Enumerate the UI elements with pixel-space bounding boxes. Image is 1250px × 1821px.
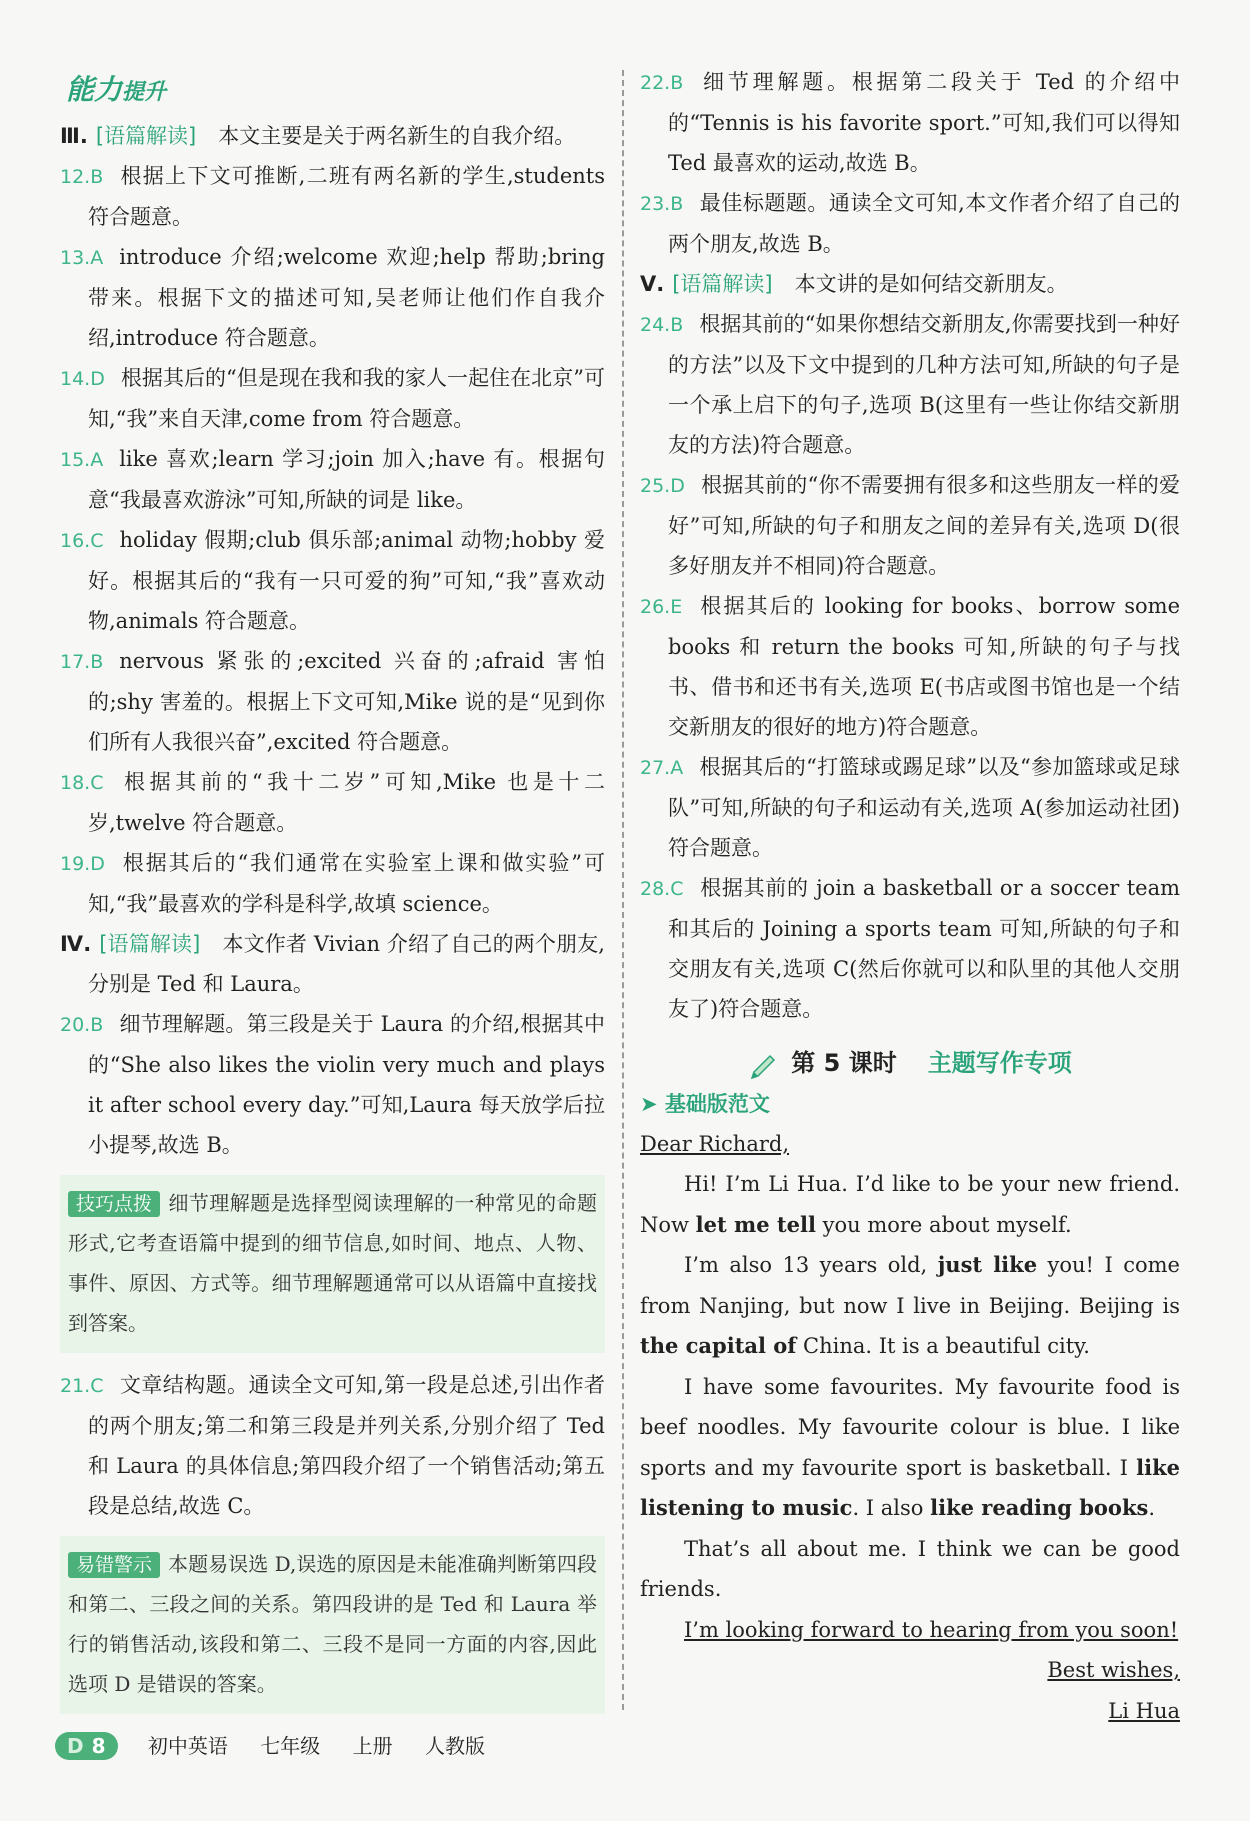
letter-paragraph: I’m also 13 years old, just like you! I come from Nanjing, but now I live in Beijing. Beijing is the capital of China. It is a beautiful city. <box>640 1252 1180 1358</box>
answer-explanation: 根据上下文可推断,二班有两名新的学生,students 符合题意。 <box>88 164 605 229</box>
lesson-heading: 第 5 课时 主题写作专项 <box>640 1043 1180 1082</box>
answer-item <box>60 520 605 641</box>
answer-explanation: 根据其前的“如果你想结交新朋友,你需要找到一种好的方法”以及下文中提到的几种方法可知,所缺的句子是一个承上启下的句子,选项 B(这里有一些让你结交新朋友的方法)符合题意。 <box>668 312 1180 457</box>
answer-number: 19.D <box>60 853 105 875</box>
answer-item-20: 20.B 细节理解题。第三段是关于 Laura 的介绍,根据其中的“She also likes the violin very much and plays it after school every day.”可知,Laura 每天放学后拉小提琴,故选 B。 <box>60 1012 605 1157</box>
answer-item <box>60 156 605 237</box>
right-column <box>640 62 1180 1731</box>
answer-item <box>60 762 605 843</box>
answer-item <box>640 183 1180 264</box>
passage-reading-4: Ⅳ. [语篇解读] 本文作者 Vivian 介绍了自己的两个朋友,分别是 Ted 和 Laura。 <box>60 932 605 996</box>
answer-explanation: 根据其后的“但是现在我和我的家人一起住在北京”可知,“我”来自天津,come from 符合题意。 <box>88 366 605 431</box>
answer-number: 16.C <box>60 530 104 552</box>
answer-item <box>640 868 1180 1029</box>
page-footer <box>55 1730 511 1760</box>
section-title: 能力提升 <box>66 73 167 106</box>
answer-explanation: 细节理解题。根据第二段关于 Ted 的介绍中的“Tennis is his favorite sport.”可知,我们可以得知 Ted 最喜欢的运动,故选 B。 <box>668 70 1180 175</box>
answer-explanation: 根据其前的“你不需要拥有很多和这些朋友一样的爱好”可知,所缺的句子和朋友之间的差异有关,选项 D(很多好朋友并不相同)符合题意。 <box>668 473 1180 578</box>
answer-explanation: 根据其前的 join a basketball or a soccer team 和其后的 Joining a sports team 可知,所缺的句子和交朋友有关,选项 C(然后你就可以和队里的其他人交朋友了)符合题意。 <box>668 876 1180 1021</box>
passage-reading-3: Ⅲ. [语篇解读] 本文主要是关于两名新生的自我介绍。 <box>60 124 576 148</box>
tip-box-warning: 易错警示 本题易误选 D,误选的原因是未能准确判断第四段和第二、三段之间的关系。第四段讲的是 Ted 和 Laura 举行的销售活动,该段和第二、三段不是同一方面的内容,因此选项 D 是错误的答案。 <box>60 1536 605 1714</box>
answer-number: 12.B <box>60 166 104 188</box>
answer-explanation: holiday 假期;club 俱乐部;animal 动物;hobby 爱好。根据其后的“我有一只可爱的狗”可知,“我”喜欢动物,animals 符合题意。 <box>88 528 605 633</box>
answer-number: 27.A <box>640 757 684 779</box>
answer-item <box>60 843 605 924</box>
answer-number: 26.E <box>640 596 683 618</box>
tip-box-skills: 技巧点拨 细节理解题是选择型阅读理解的一种常见的命题形式,它考查语篇中提到的细节信息,如时间、地点、人物、事件、原因、方式等。细节理解题通常可以从语篇中直接找到答案。 <box>60 1175 605 1353</box>
answer-explanation: 根据其后的 looking for books、borrow some books 和 return the books 可知,所缺的句子与找书、借书和还书有关,选项 E(书店或图书馆也是一个结交新朋友的很好的地方)符合题意。 <box>668 594 1180 739</box>
answer-number: 24.B <box>640 314 684 336</box>
letter-signature: Li Hua <box>1108 1698 1180 1723</box>
answer-explanation: 最佳标题题。通读全文可知,本文作者介绍了自己的两个朋友,故选 B。 <box>668 191 1180 256</box>
answer-item <box>640 747 1180 868</box>
column-divider <box>622 70 624 1710</box>
answer-item-21: 21.C 文章结构题。通读全文可知,第一段是总述,引出作者的两个朋友;第二和第三段是并列关系,分别介绍了 Ted 和 Laura 的具体信息;第四段介绍了一个销售活动;第五段是总结,故选 C。 <box>60 1373 605 1518</box>
page-number-badge: D 8 <box>55 1732 118 1760</box>
pen-icon <box>748 1052 778 1082</box>
arrow-icon: ➤ <box>640 1091 665 1116</box>
answer-explanation: 根据其前的“我十二岁”可知,Mike 也是十二岁,twelve 符合题意。 <box>88 770 605 835</box>
subheading: ➤ 基础版范文 <box>640 1091 770 1116</box>
answer-number: 28.C <box>640 878 684 900</box>
answer-item <box>640 304 1180 465</box>
letter-paragraph: Hi! I’m Li Hua. I’d like to be your new friend. Now let me tell you more about myself. <box>640 1172 1180 1237</box>
answer-number: 25.D <box>640 475 685 497</box>
answer-item <box>60 439 605 520</box>
answer-explanation: 根据其后的“我们通常在实验室上课和做实验”可知,“我”最喜欢的学科是科学,故填 science。 <box>88 851 605 916</box>
answer-list-b <box>640 62 1180 264</box>
answer-item <box>60 358 605 439</box>
answer-number: 14.D <box>60 368 105 390</box>
answer-list-a <box>60 156 605 924</box>
answer-explanation: nervous 紧张的;excited 兴奋的;afraid 害怕的;shy 害羞的。根据上下文可知,Mike 说的是“见到你们所有人我很兴奋”,excited 符合题意。 <box>88 649 605 754</box>
left-column <box>60 62 605 1726</box>
sample-letter <box>640 1124 1180 1732</box>
letter-closing: Best wishes, <box>1047 1658 1180 1682</box>
answer-item <box>640 465 1180 586</box>
letter-paragraph: That’s all about me. I think we can be good friends. <box>640 1536 1180 1601</box>
answer-explanation: like 喜欢;learn 学习;join 加入;have 有。根据句意“我最喜欢游泳”可知,所缺的词是 like。 <box>88 447 605 512</box>
footer-volume: 上册 <box>352 1734 393 1758</box>
answer-explanation: introduce 介绍;welcome 欢迎;help 帮助;bring 带来。根据下文的描述可知,吴老师让他们作自我介绍,introduce 符合题意。 <box>88 245 605 350</box>
answer-item <box>60 237 605 358</box>
footer-edition: 人教版 <box>424 1734 485 1758</box>
warning-badge: 易错警示 <box>68 1552 160 1578</box>
letter-paragraph: I’m looking forward to hearing from you soon! <box>684 1617 1179 1642</box>
letter-salutation: Dear Richard, <box>640 1131 789 1156</box>
answer-number: 22.B <box>640 72 684 94</box>
answer-number: 13.A <box>60 247 104 269</box>
answer-number: 15.A <box>60 449 104 471</box>
passage-reading-5: Ⅴ. [语篇解读] 本文讲的是如何结交新朋友。 <box>640 272 1068 296</box>
answer-item <box>640 586 1180 747</box>
answer-number: 23.B <box>640 193 684 215</box>
footer-book: 初中英语 <box>147 1734 228 1758</box>
answer-number: 18.C <box>60 772 104 794</box>
answer-number: 17.B <box>60 651 104 673</box>
tip-badge: 技巧点拨 <box>68 1191 160 1217</box>
answer-explanation: 根据其后的“打篮球或踢足球”以及“参加篮球或足球队”可知,所缺的句子和运动有关,选项 A(参加运动社团)符合题意。 <box>668 755 1180 860</box>
answer-item <box>60 641 605 762</box>
answer-item <box>640 62 1180 183</box>
answer-list-c <box>640 304 1180 1029</box>
letter-paragraph: I have some favourites. My favourite food is beef noodles. My favourite colour is blue. I like sports and my favourite sport is basketball. I like listening to music. I also like reading books. <box>640 1374 1180 1520</box>
footer-grade: 七年级 <box>260 1734 321 1758</box>
